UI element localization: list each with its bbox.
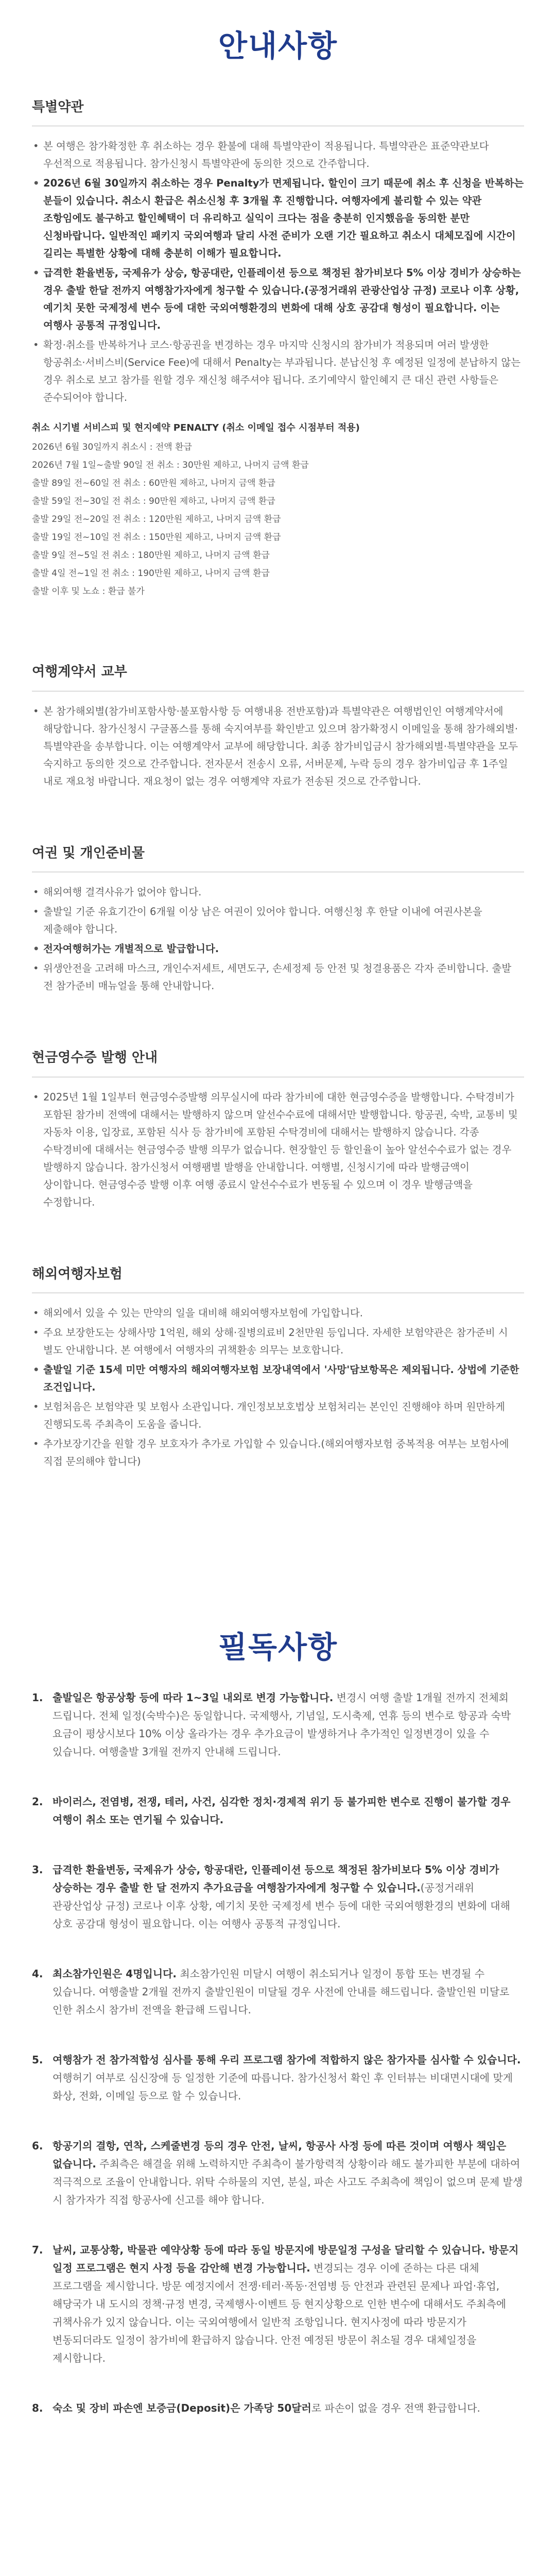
item-text: 로 파손이 없을 경우 전액 환급합니다. <box>311 2401 480 2414</box>
list-item: • 해외여행 결격사유가 없어야 합니다. <box>32 884 524 901</box>
list-item: • 2025년 1월 1일부터 현금영수증발행 의무실시에 따라 참가비에 대한 현금영수증을 발행합니다. 수탁경비가 포함된 참가비 전액에 대해서는 발행하지 않으며 알선수수료에 대해서만 발행합니다. 항공권, 숙박, 교통비 및 자동차 이용, 입장료, 포함된 식사 등 참가비에 포함된 수탁경비에 대해서는 발행하지 않습니다. 각종 수탁경비에 대해서는 현금영수증 발행 의무가 없습니다. 현장할인 등 할인율이 높아 알선수수료가 없는 경우 발행하지 않습니다. 참가신청서 여행팸별 발행을 안내합니다. 여행별, 신청시기에 따라 발행금액이 상이합니다. 현금영수증 발행 이후 여행 종료시 알선수수료가 변동될 수 있으며 이 경우 발행금액을 수정합니다. <box>32 1089 524 1211</box>
item-number: 3. <box>32 1863 43 1876</box>
item-text: 변경시 여행 출발 1개월 전까지 전체회 드립니다. 전체 일정(숙박수)은 동일합니다. 국제행사, 기념일, 도시축제, 연휴 등의 변수로 항공과 숙박 요금이 평상시보다 10% 이상 올라가는 경우 추가요금이 발생하거나 추가적인 일정변경이 있을 수 있습니다. 여행출발 3개월 전까지 안내해 드립니다. <box>53 1691 511 1758</box>
item-text: 변경되는 경우 이에 준하는 다른 대체 프로그램을 제시합니다. 방문 예정지에서 전쟁·테러·폭동·전염병 등 안전과 관련된 문제나 파업·휴업, 해당국가 내 도시의 정책·규정 변경, 국제행사·이벤트 등 현지상황으로 인한 변수에 대해서도 주최측에 귀책사유가 있지 않습니다. 이는 국외여행에서 일반적 조항입니다. 현지사정에 따라 방문지가 변동되더라도 일정이 참가비에 환급하지 않습니다. 안전 예정된 방문이 취소될 경우 대체일정을 제시합니다. <box>53 2261 507 2364</box>
passport-section <box>0 844 556 995</box>
list-item <box>32 1861 524 1933</box>
list-item <box>32 2137 524 2209</box>
item-text: 최소참가인원 미달시 여행이 취소되거나 일정이 통합 또는 변경될 수 있습니다. 여행출발 2개월 전까지 출발인원이 미달될 경우 사전에 안내를 해드립니다. 출발인원 미달로 인한 취소시 참가비 전액을 환급해 드립니다. <box>53 1967 510 2016</box>
penalty-line: 2026년 7월 1일~출발 90일 전 취소 : 30만원 제하고, 나머지 금액 환급 <box>32 460 309 471</box>
list-item: • 본 여행은 참가확정한 후 취소하는 경우 환불에 대해 특별약관이 적용됩니다. 특별약관은 표준약관보다 우선적으로 적용됩니다. 참가신청시 특별약관에 동의한 것으로 간주합니다. <box>32 138 524 173</box>
item-strong: 바이러스, 전염병, 전쟁, 테러, 사건, 심각한 정치·경제적 위기 등 불가피한 변수로 진행이 불가할 경우 여행이 취소 또는 연기될 수 있습니다. <box>53 1795 511 1826</box>
list-item: • 급격한 환율변동, 국제유가 상승, 항공대란, 인플레이션 등으로 책정된 참가비보다 5% 이상 경비가 상승하는 경우 출발 한달 전까지 여행참가자에게 청구할 수 있습니다.(공정거래위 관광산업상 규정) 코로나 이후 상황, 예기치 못한 국제정세 변수 등에 대한 국외여행환경의 변화에 대해 상호 공감대 형성이 필요합니다. 이는 여행사 공통적 규정입니다. <box>32 264 524 334</box>
receipt-list <box>32 1089 524 1211</box>
penalty-title: 취소 시기별 서비스피 및 현지예약 PENALTY (취소 이메일 접수 시점부터 적용) <box>32 422 360 434</box>
penalty-line: 출발 29일 전~20일 전 취소 : 120만원 제하고, 나머지 금액 환급 <box>32 514 281 525</box>
item-strong: 여행참가 전 참가적합성 심사를 통해 우리 프로그램 참가에 적합하지 않은 참가자를 심사할 수 있습니다. <box>53 2053 521 2066</box>
spacer <box>0 792 556 844</box>
penalty-line: 출발 4일 전~1일 전 취소 : 190만원 제하고, 나머지 금액 환급 <box>32 568 270 579</box>
list-item: • 위생안전을 고려해 마스크, 개인수저세트, 세면도구, 손세정제 등 안전 및 청결용품은 각자 준비합니다. 출발 전 참가준비 매뉴얼을 통해 안내합니다. <box>32 960 524 995</box>
receipt-section <box>0 1048 556 1211</box>
list-item: • 확정·취소를 반복하거나 코스·항공권을 변경하는 경우 마지막 신청시의 참가비가 적용되며 여러 발생한 항공취소·서비스비(Service Fee)에 대해서 Penalty는 부과됩니다. 분납신청 후 예정된 일정에 분납하지 않는 경우 취소로 보고 참가를 원할 경우 재신청 해주셔야 됩니다. 조기예약시 할인혜지 큰 대신 관련 사항들은 준수되어야 합니다. <box>32 336 524 406</box>
passport-list <box>32 884 524 995</box>
special-terms-section <box>0 98 556 601</box>
list-item <box>32 2051 524 2105</box>
item-strong: 급격한 환율변동, 국제유가 상승, 항공대란, 인플레이션 등으로 책정된 참가비보다 5% 이상 경비가 상승하는 경우 출발 한 달 전까지 추가요금을 여행참가자에게 청구할 수 있습니다. <box>53 1863 499 1894</box>
penalty-line: 2026년 6월 30일까지 취소시 : 전액 환급 <box>32 442 192 453</box>
list-item <box>32 1793 524 1829</box>
list-item: • 해외에서 있을 수 있는 만약의 일을 대비해 해외여행자보험에 가입합니다. <box>32 1304 524 1322</box>
spacer <box>0 1472 556 1612</box>
item-number: 4. <box>32 1967 43 1980</box>
contract-heading: 여행계약서 교부 <box>32 664 127 680</box>
item-strong: 숙소 및 장비 파손엔 보증금(Deposit)은 가족당 50달러 <box>53 2401 311 2414</box>
penalty-table <box>32 420 524 601</box>
penalty-line: 출발 59일 전~30일 전 취소 : 90만원 제하고, 나머지 금액 환급 <box>32 496 275 507</box>
list-item <box>32 1689 524 1761</box>
special-terms-list <box>32 138 524 406</box>
list-item: • 출발일 기준 유효기간이 6개월 이상 남은 여권이 있어야 합니다. 여행신청 후 한달 이내에 여권사본을 제출해야 합니다. <box>32 903 524 938</box>
contract-list <box>32 703 524 790</box>
spacer <box>0 997 556 1048</box>
item-strong: 항공기의 결항, 연착, 스케줄변경 등의 경우 안전, 날씨, 항공사 사정 등에 따른 것이며 여행사 책임은 없습니다. <box>53 2139 507 2170</box>
penalty-line: 출발 이후 및 노쇼 : 환급 불가 <box>32 586 145 597</box>
list-item: • 출발일 기준 15세 미만 여행자의 해외여행자보험 보장내역에서 '사망'담보항목은 제외됩니다. 상법에 기준한 조건입니다. <box>32 1361 524 1396</box>
penalty-line: 출발 89일 전~60일 전 취소 : 60만원 제하고, 나머지 금액 환급 <box>32 478 275 489</box>
penalty-line: 출발 19일 전~10일 전 취소 : 150만원 제하고, 나머지 금액 환급 <box>32 532 281 543</box>
item-number: 1. <box>32 1691 43 1704</box>
list-item: • 주요 보장한도는 상해사망 1억원, 해외 상해·질병의료비 2천만원 등입니다. 자세한 보험약관은 참가준비 시 별도 안내합니다. 본 여행에서 여행자의 귀책환송 의무는 보호합니다. <box>32 1324 524 1359</box>
item-number: 5. <box>32 2053 43 2066</box>
checklist-title: 필독사항 <box>218 1629 338 1665</box>
checklist-list <box>0 1689 556 2417</box>
passport-heading: 여권 및 개인준비물 <box>32 845 145 861</box>
item-strong: 최소참가인원은 4명입니다. <box>53 1967 177 1980</box>
spacer <box>0 1213 556 1265</box>
insurance-heading: 해외여행자보험 <box>32 1266 123 1282</box>
list-item: • 보험처음은 보험약관 및 보험사 소관입니다. 개인정보보호법상 보험처리는 본인인 진행해야 하며 원만하게 진행되도록 주최측이 도움을 줍니다. <box>32 1398 524 1433</box>
list-item <box>32 2399 524 2417</box>
item-number: 7. <box>32 2243 43 2256</box>
insurance-list <box>32 1304 524 1470</box>
insurance-section <box>0 1265 556 1470</box>
spacer <box>0 601 556 663</box>
item-text: 여행허기 여부로 심신장애 등 일정한 기준에 따릅니다. 참가신청서 확인 후 인터뷰는 비대면시대에 맞게 화상, 전화, 이메일 등으로 할 수 있습니다. <box>53 2071 513 2102</box>
list-item <box>32 2241 524 2367</box>
item-text: (공정거래위 관광산업상 규정) 코로나 이후 상황, 예기치 못한 국제정세 변수 등에 대한 국외여행환경의 변화에 대해 상호 공감대 형성이 필요합니다. 이는 여행사 공통적 규정입니다. <box>53 1881 510 1930</box>
list-item: • 본 참가해외별(참가비포함사항·불포함사항 등 여행내용 전반포함)과 특별약관은 여행법인인 여행계약서에 해당합니다. 참가신청시 구글폼스를 통해 숙지여부를 확인받고 있으며 참가확정시 이메일을 통해 참가해외별·특별약관을 송부합니다. 이는 여행계약서 교부에 해당합니다. 최종 참가비입금시 참가해외별·특별약관을 모두 숙지하고 동의한 것으로 간주합니다. 전자문서 전송시 오류, 서버문제, 누락 등의 경우 참가비입금 후 1주일 내로 재요청 바랍니다. 재요청이 없는 경우 여행계약 자료가 전송된 것으로 간주합니다. <box>32 703 524 790</box>
item-text: 주최측은 해결을 위해 노력하지만 주최측이 불가항력적 상황이라 해도 불가피한 부분에 대하여 적극적으로 조율이 안내합니다. 위탁 수하물의 지연, 분실, 파손 사고도 주최측에 책임이 없으며 문제 발생 시 참가자가 직접 항공사에 신고를 해야 합니다. <box>53 2157 523 2206</box>
list-item: • 2026년 6월 30일까지 취소하는 경우 Penalty가 면제됩니다. 할인이 크기 때문에 취소 후 신청을 반복하는 분들이 있습니다. 취소시 환급은 취소신청 후 3개월 후 진행합니다. 여행자에게 불리할 수 있는 약관 조항임에도 불구하고 할인혜택이 더 유리하고 실익이 크다는 점을 충분히 인지했음을 동의한 분만 신청바랍니다. 일반적인 패키지 국외여행과 달리 사전 준비가 오랜 기간 필요하고 취소시 대체모집에 시간이 길리는 특별한 상황에 대해 충분히 이해가 필요합니다. <box>32 175 524 262</box>
special-terms-heading: 특별약관 <box>32 99 84 115</box>
notice-title: 안내사항 <box>218 28 338 63</box>
contract-section <box>0 663 556 790</box>
item-number: 6. <box>32 2139 43 2152</box>
item-number: 8. <box>32 2401 43 2414</box>
list-item: • 추가보장기간을 원할 경우 보호자가 추가로 가입할 수 있습니다.(해외여행자보험 중복적용 여부는 보험사에 직접 문의해야 합니다) <box>32 1435 524 1470</box>
item-strong: 날씨, 교통상황, 박물관 예약상황 등에 따라 동일 방문지에 방문일정 구성을 달리할 수 있습니다. 방문지 일정 프로그램은 현지 사정 등을 감안해 변경 가능합니다. <box>53 2243 519 2274</box>
penalty-line: 출발 9일 전~5일 전 취소 : 180만원 제하고, 나머지 금액 환급 <box>32 550 270 561</box>
list-item <box>32 1965 524 2019</box>
item-strong: 출발일은 항공상황 등에 따라 1~3일 내외로 변경 가능합니다. <box>53 1691 334 1704</box>
list-item: • 전자여행허가는 개별적으로 발급합니다. <box>32 940 524 958</box>
item-number: 2. <box>32 1795 43 1808</box>
receipt-heading: 현금영수증 발행 안내 <box>32 1050 158 1066</box>
